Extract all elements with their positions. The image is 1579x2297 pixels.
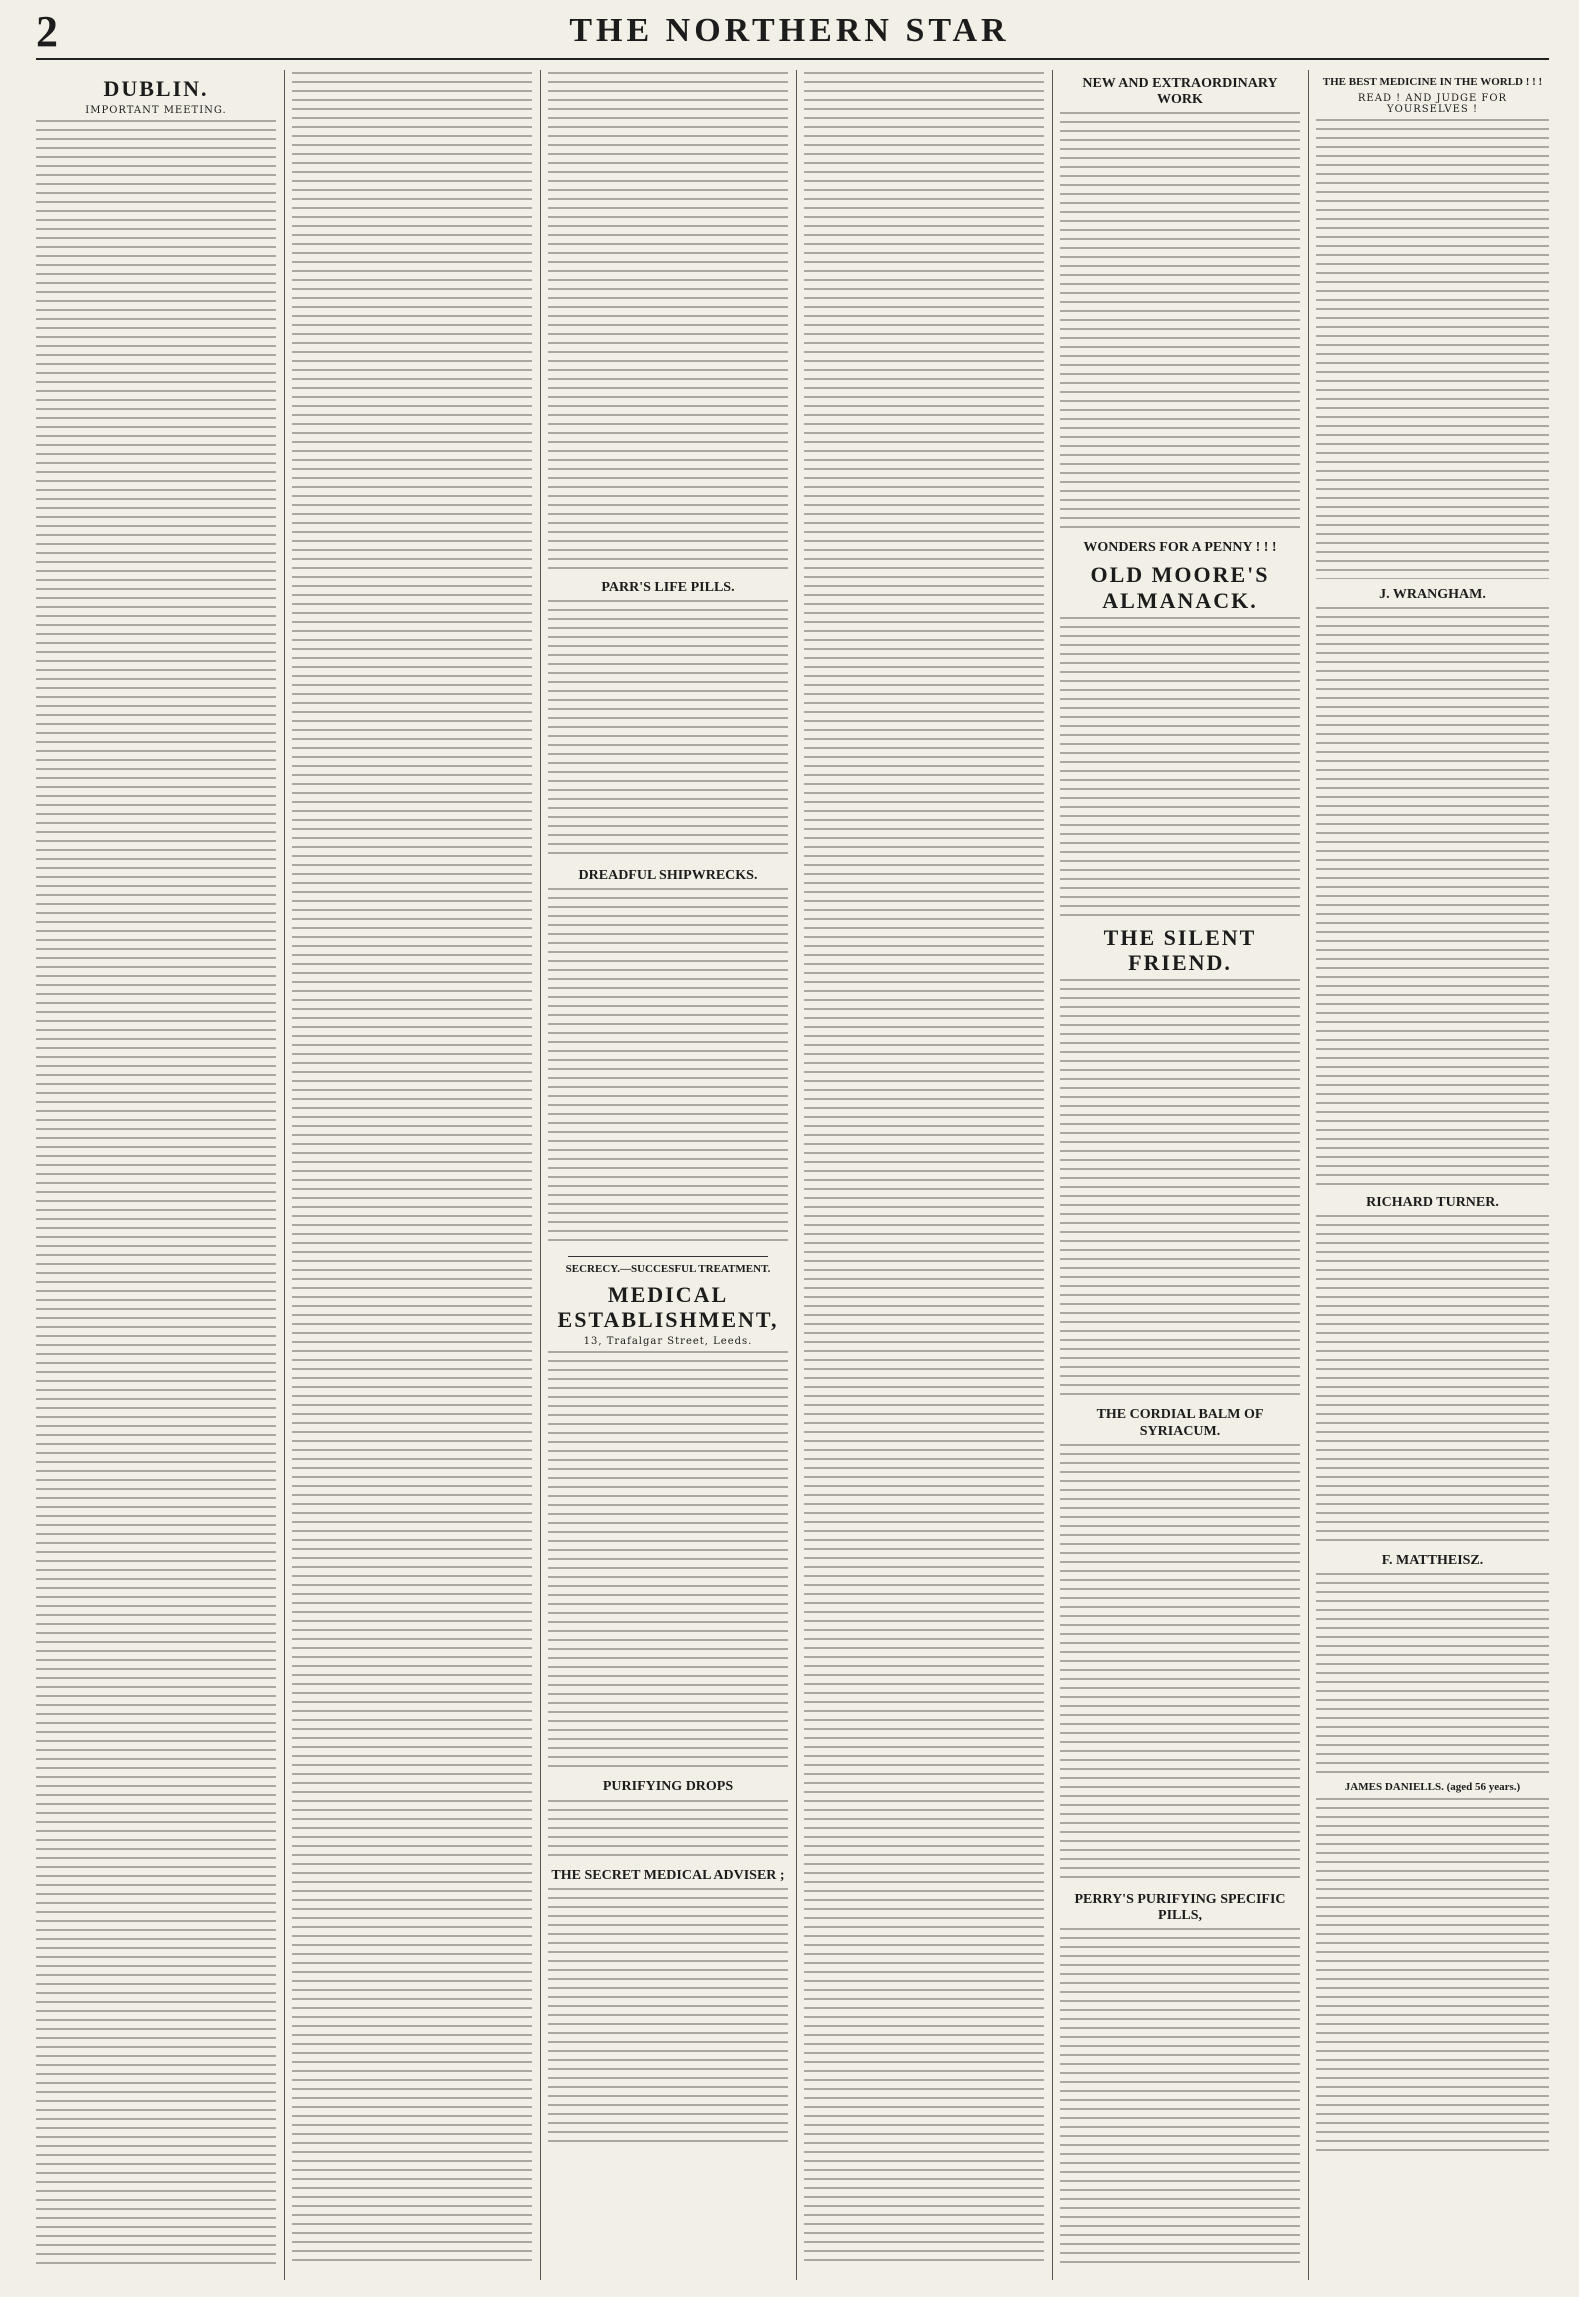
article-body [548, 888, 788, 1248]
article-heading: DREADFUL SHIPWRECKS. [578, 868, 758, 884]
testimonial-signature: J. WRANGHAM. [1379, 586, 1486, 602]
newspaper-title: THE NORTHERN STAR [569, 12, 1010, 49]
column-1 [36, 70, 276, 2280]
column-3 [548, 70, 788, 2280]
page-number: 2 [36, 7, 58, 56]
ad-body [1316, 1798, 1549, 2158]
article-body [804, 72, 1044, 2262]
column-rule [1308, 70, 1309, 2280]
article-heading: DUBLIN. [103, 76, 209, 101]
ad-heading: OLD MOORE'S ALMANACK. [1090, 562, 1270, 613]
testimonial-body [1316, 119, 1549, 579]
ad-heading: NEW AND EXTRAORDINARY WORK [1082, 76, 1278, 108]
article-body [292, 72, 532, 2262]
ad-body [548, 1800, 788, 1860]
ad-heading: MEDICAL ESTABLISHMENT, [557, 1281, 779, 1333]
column-4 [804, 70, 1044, 2280]
ad-address: 13, Trafalgar Street, Leeds. [583, 1336, 753, 1348]
column-5 [1060, 70, 1300, 2280]
ad-body [1060, 979, 1300, 1399]
testimonial-signature: JAMES DANIELLS. (aged 56 years.) [1344, 1780, 1521, 1793]
testimonial-body [1316, 607, 1549, 1187]
column-rule [540, 70, 541, 2280]
column-6 [1316, 70, 1549, 2280]
masthead-rule [36, 58, 1549, 60]
testimonial-body [1316, 1573, 1549, 1773]
poem-body [548, 600, 788, 860]
column-rule [1052, 70, 1053, 2280]
ad-body [1060, 1928, 1300, 2268]
ad-body [1060, 617, 1300, 917]
testimonial-body [1316, 1215, 1549, 1545]
ad-heading: THE BEST MEDICINE IN THE WORLD ! ! ! [1322, 76, 1543, 88]
ad-heading: THE SILENT FRIEND. [1103, 924, 1257, 976]
ad-heading: WONDERS FOR A PENNY ! ! ! [1083, 540, 1277, 556]
testimonial-signature: F. MATTHEISZ. [1381, 1552, 1484, 1568]
ad-heading: SECRECY.—SUCCESFUL TREATMENT. [565, 1263, 771, 1276]
ad-heading: PERRY'S PURIFYING SPECIFIC PILLS, [1074, 1891, 1286, 1923]
ad-body [1060, 1444, 1300, 1884]
article-subheading: IMPORTANT MEETING. [85, 105, 227, 117]
masthead [0, 0, 1579, 62]
ad-heading: PURIFYING DROPS [602, 1779, 734, 1795]
column-rule [284, 70, 285, 2280]
column-rule [796, 70, 797, 2280]
ad-body [548, 1351, 788, 1771]
ad-heading: THE CORDIAL BALM OF SYRIACUM. [1096, 1407, 1264, 1439]
column-2 [292, 70, 532, 2280]
testimonial-signature: RICHARD TURNER. [1366, 1194, 1499, 1210]
article-heading: PARR'S LIFE PILLS. [601, 580, 735, 595]
divider [568, 1256, 768, 1257]
ad-body [1060, 112, 1300, 532]
article-body [36, 120, 276, 2270]
ad-heading: THE SECRET MEDICAL ADVISER ; [551, 1867, 785, 1883]
article-body [548, 72, 788, 572]
ad-subheading: READ ! AND JUDGE FOR YOURSELVES ! [1357, 92, 1508, 115]
ad-body [548, 1888, 788, 2148]
